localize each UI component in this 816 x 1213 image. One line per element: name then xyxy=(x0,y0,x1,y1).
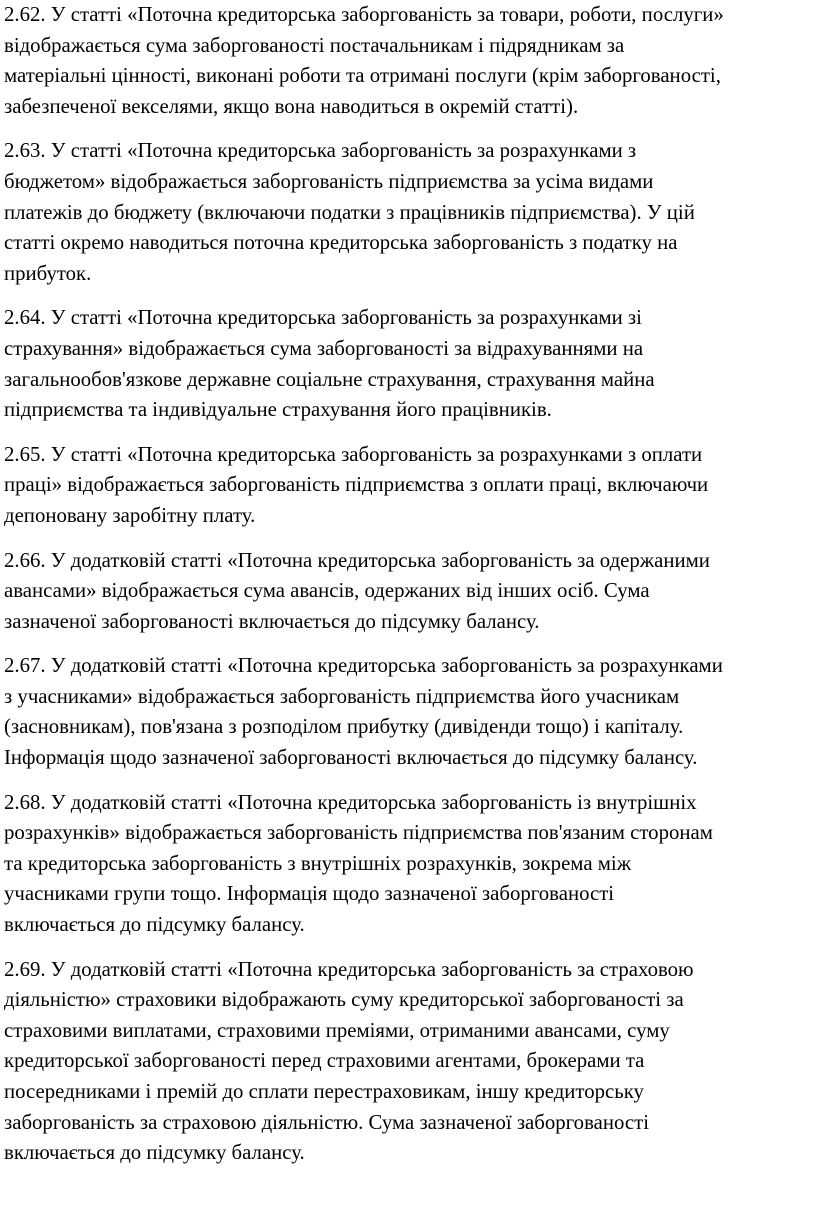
document-body xyxy=(4,0,812,1183)
paragraph-2-63: 2.63. У статті «Поточна кредиторська заборгованість за розрахунками з бюджетом» відображається заборгованість підприємства за усіма видами платежів до бюджету (включаючи податки з працівників підприємства). У цій статті окремо наводиться поточна кредиторська заборгованість з податку на прибуток. xyxy=(4,139,695,285)
paragraph-2-68: 2.68. У додатковій статті «Поточна кредиторська заборгованість із внутрішніх розрахунків» відображається заборгованість підприємства пов'язаним сторонам та кредиторська заборгованість з внутрішніх розрахунків, зокрема між учасниками групи тощо. Інформація щодо зазначеної заборгованості включається до підсумку балансу. xyxy=(4,790,713,937)
paragraph-2-69: 2.69. У додатковій статті «Поточна кредиторська заборгованість за страховою діяльністю» страховики відображають суму кредиторської заборгованості за страховими виплатами, страховими преміями, отриманими авансами, суму кредиторської заборгованості перед страховими агентами, брокерами та посередниками і премій до сплати перестраховикам, іншу кредиторську заборгованість за страховою діяльністю. Сума зазначеної заборгованості включається до підсумку балансу. xyxy=(4,957,694,1165)
paragraph-2-62: 2.62. У статті «Поточна кредиторська заборгованість за товари, роботи, послуги» відображається сума заборгованості постачальникам і підрядникам за матеріальні цінності, виконані роботи та отримані послуги (крім заборгованості, забезпеченої векселями, якщо вона наводиться в окремій статті). xyxy=(4,3,724,118)
paragraph-2-66: 2.66. У додатковій статті «Поточна кредиторська заборгованість за одержаними авансами» відображається сума авансів, одержаних від інших осіб. Сума зазначеної заборгованості включається до підсумку балансу. xyxy=(4,548,710,633)
paragraph-2-64: 2.64. У статті «Поточна кредиторська заборгованість за розрахунками зі страхування» відображається сума заборгованості за відрахуваннями на загальнообов'язкове державне соціальне страхування, страхування майна підприємства та індивідуальне страхування його працівників. xyxy=(4,306,655,422)
paragraph-2-67: 2.67. У додатковій статті «Поточна кредиторська заборгованість за розрахунками з учасниками» відображається заборгованість підприємства його учасникам (засновникам), пов'язана з розподілом прибутку (дивіденди тощо) і капіталу. Інформація щодо зазначеної заборгованості включається до підсумку балансу. xyxy=(4,654,723,770)
paragraph-2-65: 2.65. У статті «Поточна кредиторська заборгованість за розрахунками з оплати праці» відображається заборгованість підприємства з оплати праці, включаючи депоновану заробітну плату. xyxy=(4,442,709,527)
